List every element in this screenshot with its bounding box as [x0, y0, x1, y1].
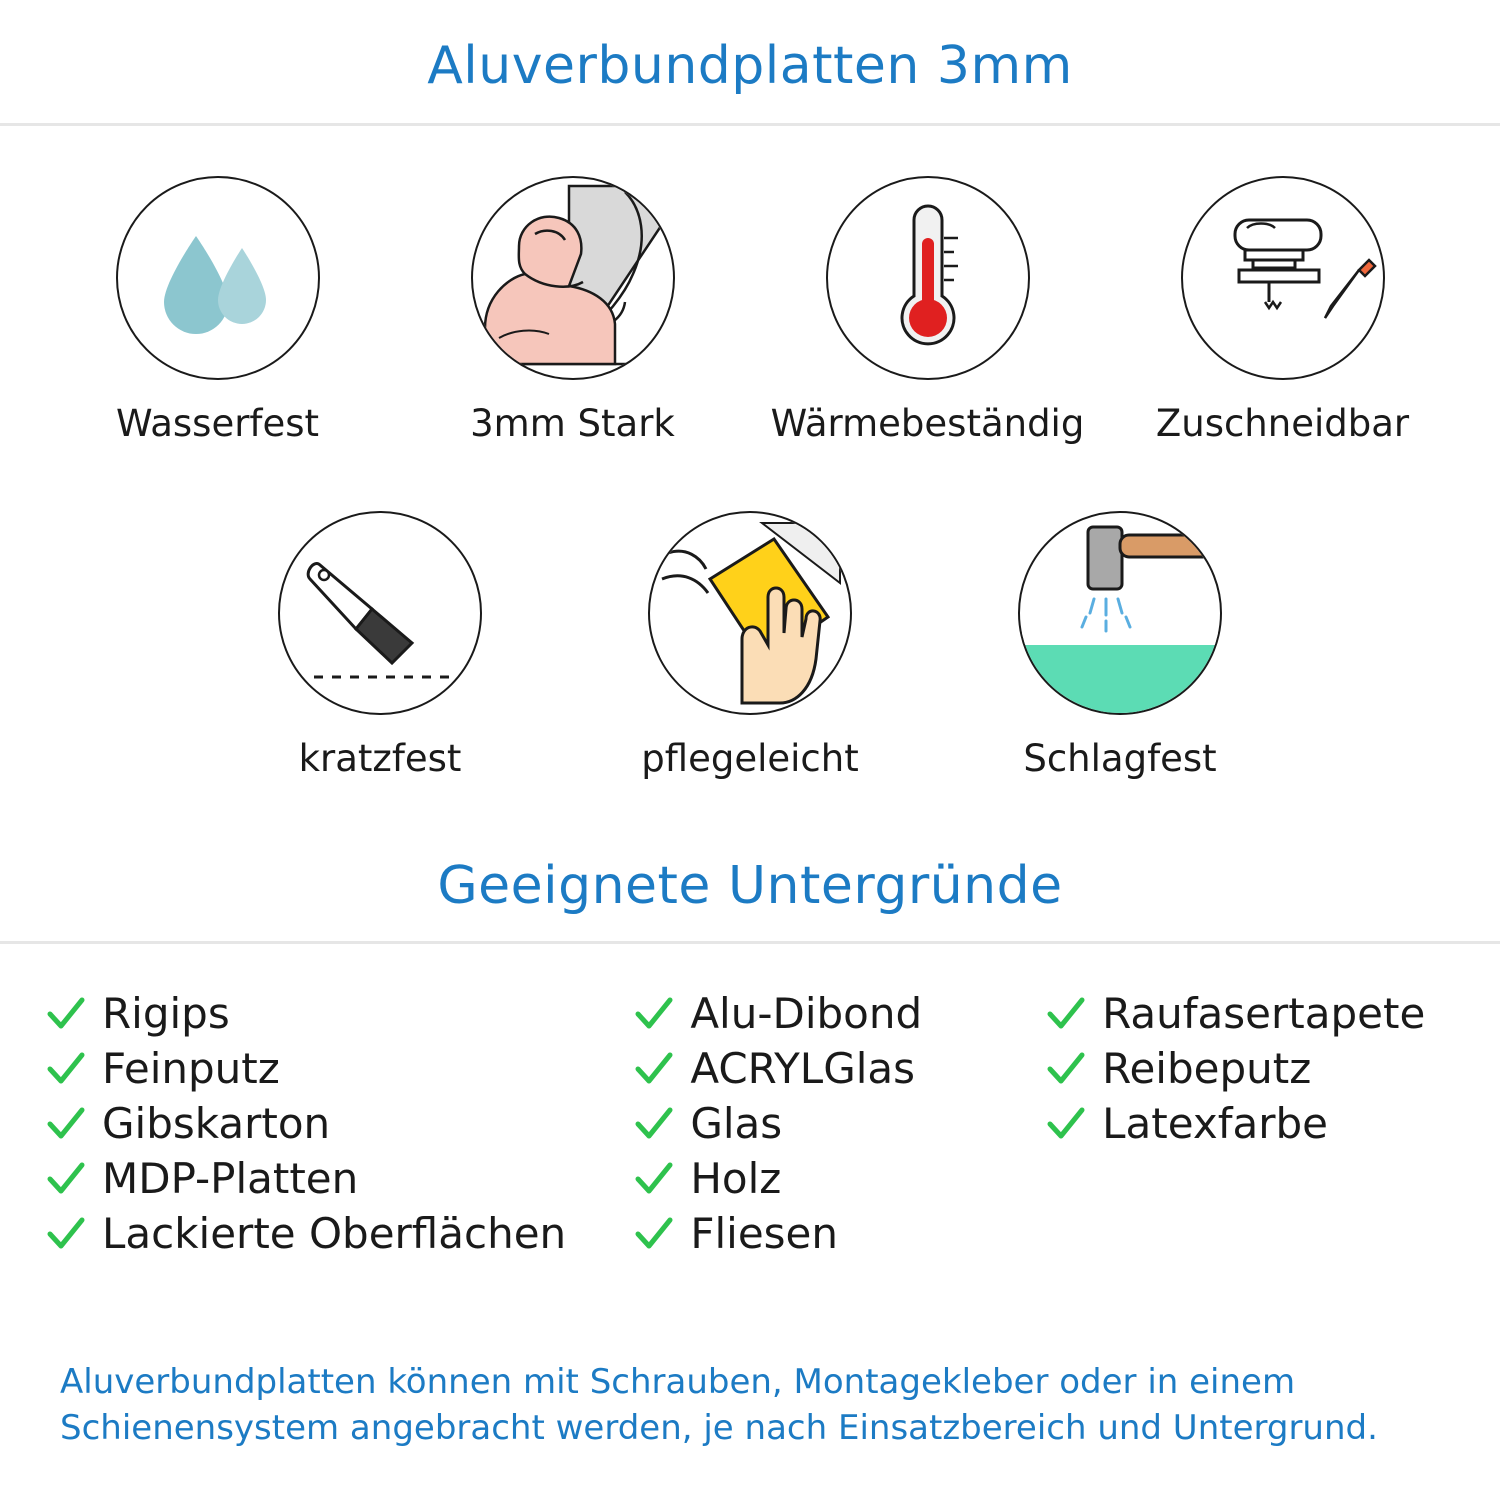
- list-item: [632, 1206, 1044, 1261]
- list-item: [632, 1096, 1044, 1151]
- hammer-impact-icon: [1018, 511, 1222, 715]
- list-item-label: Gibskarton: [102, 1099, 331, 1149]
- check-icon: [632, 1047, 676, 1091]
- feature-waermebestaendig: [750, 176, 1105, 445]
- feature-wasserfest: [40, 176, 395, 445]
- feature-3mm-stark: [395, 176, 750, 445]
- feature-pflegeleicht: [565, 511, 935, 780]
- page-title: Aluverbundplatten 3mm: [427, 36, 1073, 96]
- feature-row-1: [0, 176, 1500, 445]
- subgrounds-list: [0, 944, 1500, 1261]
- feature-label: Zuschneidbar: [1155, 402, 1410, 446]
- feature-label: Wärmebeständig: [770, 402, 1085, 446]
- hand-cloth-wipe-icon: [648, 511, 852, 715]
- feature-label: Schlagfest: [1023, 737, 1217, 781]
- knife-scratch-icon: [278, 511, 482, 715]
- list-item: [44, 986, 632, 1041]
- list-item-label: Lackierte Oberflächen: [102, 1209, 567, 1259]
- feature-schlagfest: [935, 511, 1305, 780]
- list-item: [1044, 986, 1456, 1041]
- list-item: [44, 1096, 632, 1151]
- check-icon: [1044, 1102, 1088, 1146]
- list-item: [44, 1206, 632, 1261]
- check-icon: [632, 1157, 676, 1201]
- list-item: [44, 1151, 632, 1206]
- check-icon: [632, 1212, 676, 1256]
- water-drops-icon: [116, 176, 320, 380]
- list-item: [1044, 1041, 1456, 1096]
- check-icon: [44, 1047, 88, 1091]
- check-icon: [632, 992, 676, 1036]
- check-icon: [44, 992, 88, 1036]
- list-item-label: ACRYLGlas: [690, 1044, 916, 1094]
- subgrounds-column-3: [1044, 986, 1456, 1261]
- list-item-label: MDP-Platten: [102, 1154, 359, 1204]
- list-item-label: Rigips: [102, 989, 230, 1039]
- list-item-label: Alu-Dibond: [690, 989, 923, 1039]
- feature-label: 3mm Stark: [470, 402, 675, 446]
- feature-zuschneidbar: [1105, 176, 1460, 445]
- check-icon: [1044, 992, 1088, 1036]
- check-icon: [632, 1102, 676, 1146]
- check-icon: [1044, 1047, 1088, 1091]
- jigsaw-cutter-icon: [1181, 176, 1385, 380]
- list-item: [1044, 1096, 1456, 1151]
- feature-label: Wasserfest: [116, 402, 319, 446]
- feature-row-2: [0, 511, 1500, 780]
- list-item-label: Reibeputz: [1102, 1044, 1312, 1094]
- subgrounds-column-1: [44, 986, 632, 1261]
- feature-label: pflegeleicht: [641, 737, 859, 781]
- list-item: [632, 986, 1044, 1041]
- features-section: [0, 126, 1500, 780]
- list-item-label: Feinputz: [102, 1044, 280, 1094]
- thermometer-icon: [826, 176, 1030, 380]
- list-item-label: Glas: [690, 1099, 783, 1149]
- footnote-text: Aluverbundplatten können mit Schrauben, Montagekleber oder in einem Schienensystem angebracht werden, je nach Einsatzbereich und Untergrund.: [60, 1362, 1378, 1449]
- list-item: [44, 1041, 632, 1096]
- check-icon: [44, 1212, 88, 1256]
- list-item-label: Latexfarbe: [1102, 1099, 1329, 1149]
- subgrounds-title: Geeignete Untergründe: [437, 856, 1063, 917]
- list-item-label: Fliesen: [690, 1209, 839, 1259]
- feature-kratzfest: [195, 511, 565, 780]
- subgrounds-column-2: [632, 986, 1044, 1261]
- flexing-arm-icon: [471, 176, 675, 380]
- list-item-label: Raufasertapete: [1102, 989, 1426, 1039]
- check-icon: [44, 1102, 88, 1146]
- list-item-label: Holz: [690, 1154, 782, 1204]
- list-item: [632, 1041, 1044, 1096]
- list-item: [632, 1151, 1044, 1206]
- feature-label: kratzfest: [298, 737, 462, 781]
- check-icon: [44, 1157, 88, 1201]
